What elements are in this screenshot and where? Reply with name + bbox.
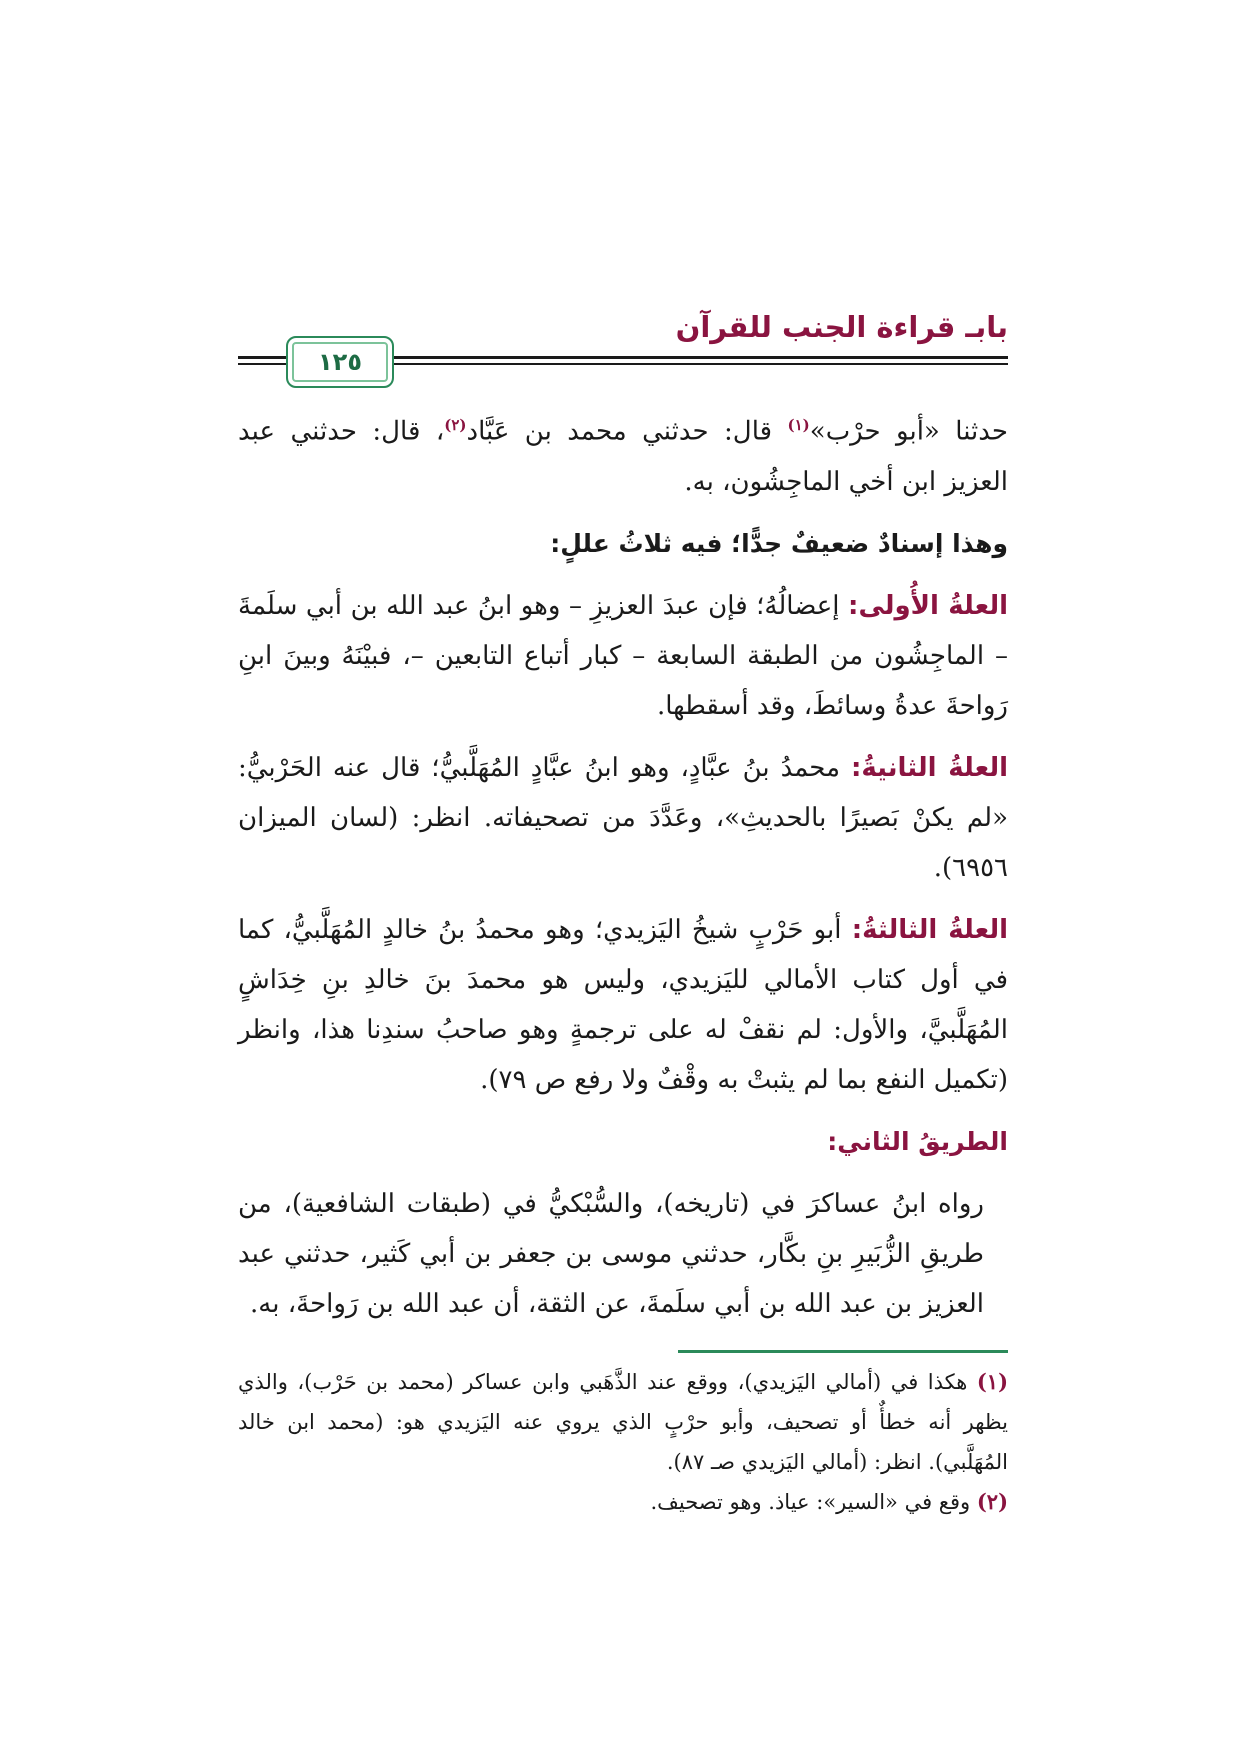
footnotes — [238, 1362, 1008, 1522]
section-heading-second-route: الطريقُ الثاني: — [827, 1126, 1008, 1156]
main-text — [238, 400, 1008, 1341]
section-heading-weakness: وهذا إسنادٌ ضعيفٌ جدًّا؛ فيه ثلاثُ عللٍ: — [550, 528, 1008, 558]
page-number: ١٢٥ — [318, 348, 362, 376]
illness-1-label: العلةُ الأُولى: — [848, 590, 1009, 621]
paragraph-illness-1 — [238, 581, 1008, 731]
para1-part-a: حدثنا «أبو حرْب» — [809, 416, 1009, 447]
illness-1-text: إعضالُهُ؛ فإن عبدَ العزيزِ – وهو ابنُ عبد الله بن أبي سلَمةَ – الماجِشُون من الطبقة السابعة – كبار أتباع التابعين –، فبيْنَهُ وبينَ ابنِ رَواحةَ عدةُ وسائطَ، وقد أسقطها. — [238, 590, 1008, 721]
illness-2-label: العلةُ الثانيةُ: — [850, 752, 1009, 783]
paragraph-illness-2 — [238, 743, 1008, 893]
footnote-1-number: (١) — [976, 1369, 1008, 1394]
page-header — [238, 300, 1008, 380]
footnote-2-text: وقع في «السير»: عياذ. وهو تصحيف. — [650, 1490, 977, 1514]
footnote-2-number: (٢) — [976, 1489, 1008, 1514]
page-number-badge — [286, 336, 394, 388]
paragraph-isnad — [238, 400, 1008, 507]
footnote-divider — [678, 1350, 1008, 1353]
illness-3-label: العلةُ الثالثةُ: — [851, 914, 1008, 945]
paragraph-second-route: رواه ابنُ عساكرَ في (تاريخه)، والسُّبْكيُّ في (طبقات الشافعية)، من طريقِ الزُّبَيرِ بنِ بكَّار، حدثني موسى بن جعفر بن أبي كَثير، حدثني عبد العزيز بن عبد الله بن أبي سلَمةَ، عن الثقة، أن عبد الله بن رَواحةَ، به. — [238, 1188, 984, 1319]
footnote-ref-2[interactable]: (٢) — [444, 416, 467, 434]
illness-3-text: أبو حَرْبٍ شيخُ اليَزيدي؛ وهو محمدُ بنُ خالدٍ المُهَلَّبيُّ، كما في أول كتاب الأمالي لليَزيدي، وليس هو محمدَ بنَ خالدِ بنِ خِدَاشٍ المُهَلَّبيَّ، والأول: لم نقفْ له على ترجمةٍ وهو صاحبُ سندِنا هذا، وانظر (تكميل النفع بما لم يثبتْ به وقْفٌ ولا رفع ص ٧٩). — [238, 914, 1008, 1095]
footnote-1 — [238, 1362, 1008, 1482]
footnote-1-text: هكذا في (أمالي اليَزيدي)، ووقع عند الذَّهَبي وابن عساكر (محمد بن حَرْب)، والذي يظهر أنه خطأٌ أو تصحيف، وأبو حرْبٍ الذي يروي عنه اليَزيدي هو: (محمد ابن خالد المُهَلَّبي). انظر: (أمالي اليَزيدي صـ ٨٧). — [238, 1370, 1008, 1474]
para1-part-c: ، قال: حدثني عبد العزيز ابن أخي الماجِشُون، به. — [238, 416, 1008, 497]
illness-2-text: محمدُ بنُ عبَّادٍ، وهو ابنُ عبَّادٍ المُهَلَّبيُّ؛ قال عنه الحَرْبيُّ: «لم يكنْ بَصيرًا بالحديثِ»، وعَدَّدَ من تصحيفاته. انظر: (لسان الميزان ٦٩٥٦). — [238, 752, 1008, 883]
footnote-2 — [238, 1482, 1008, 1522]
chapter-title: بابـ قراءة الجنب للقرآن — [675, 310, 1008, 344]
paragraph-illness-3 — [238, 905, 1008, 1105]
footnote-ref-1[interactable]: (١) — [787, 416, 810, 434]
para1-part-b: قال: حدثني محمد بن عَبَّاد — [466, 416, 788, 447]
